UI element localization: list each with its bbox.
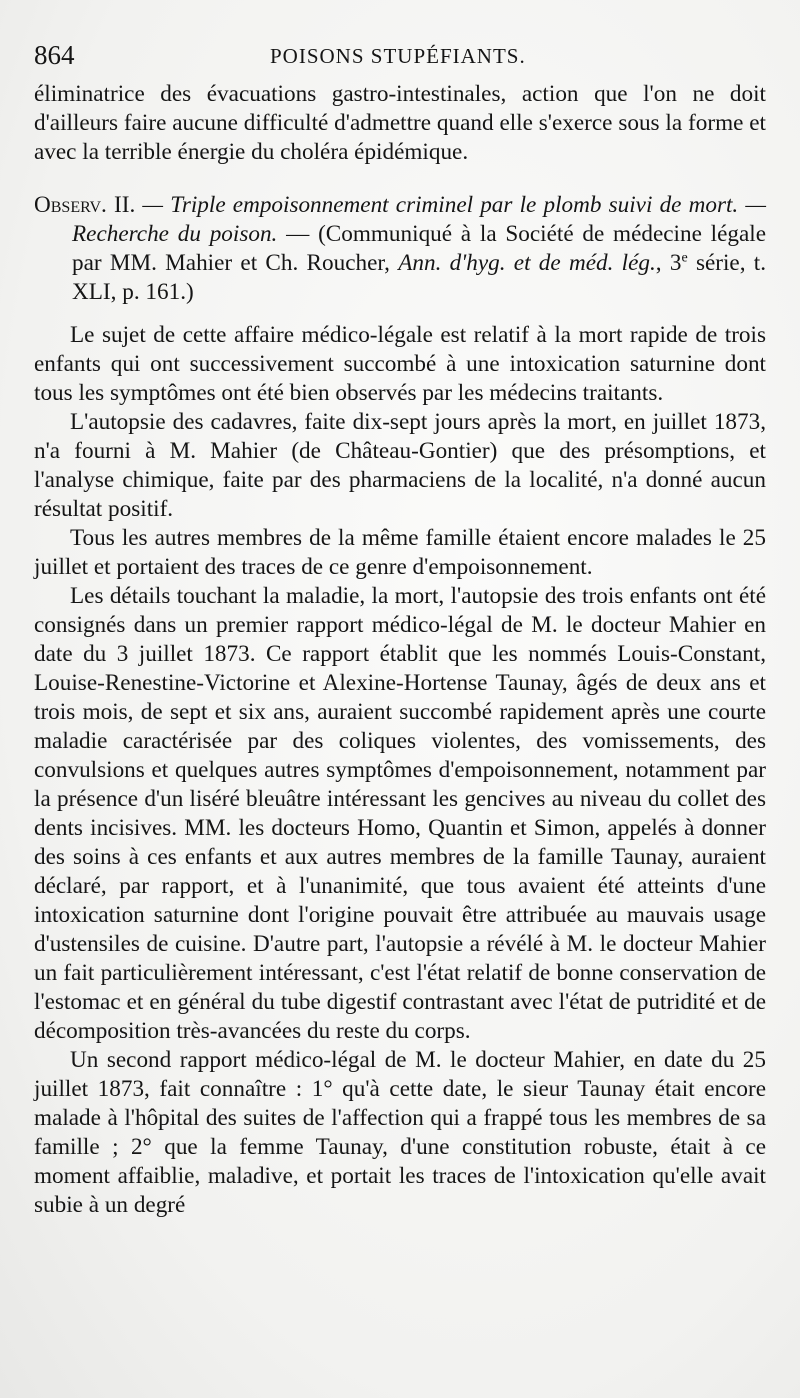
observation-title: — Triple empoisonnement criminel par le plomb suivi de mort. — Recherche du poison. xyxy=(72,192,767,247)
running-head: POISONS STUPÉFIANTS. xyxy=(270,44,526,68)
series-superscript: e xyxy=(681,250,688,266)
paragraph-subject: Le sujet de cette affaire médico-légale est relatif à la mort rapide de trois enfants qui ont successivement succombé à une intoxication saturnine dont tous les symptômes ont été bien observés par les médecins traitants. xyxy=(34,322,766,406)
paragraph-family: Tous les autres membres de la même famille étaient encore malades le 25 juillet et portaient des traces de ce genre d'empoisonnement. xyxy=(34,525,766,580)
series-number: , 3 xyxy=(655,250,682,276)
observation-heading xyxy=(34,191,766,307)
page-header xyxy=(34,40,770,76)
journal-title: Ann. d'hyg. et de méd. lég. xyxy=(398,250,656,276)
paragraph-continuation: éliminatrice des évacuations gastro-intestinales, action que l'on ne doit d'ailleurs faire aucune difficulté d'admettre quand elle s'exerce sous la forme et avec la terrible énergie du choléra épidémique. xyxy=(34,81,766,165)
paragraph-second-report: Un second rapport médico-légal de M. le docteur Mahier, en date du 25 juillet 1873, fait connaître : 1° qu'à cette date, le sieur Taunay était encore malade à l'hôpital des suites de l'affection qui a frappé tous les membres de sa famille ; 2° que la femme Taunay, d'une constitution robuste, était à ce moment affaiblie, maladive, et portait les traces de l'intoxication qu'elle avait subie à un degré xyxy=(34,1047,766,1218)
paragraph-autopsy: L'autopsie des cadavres, faite dix-sept jours après la mort, en juillet 1873, n'a fourni à M. Mahier (de Château-Gontier) que des présomptions, et l'analyse chimique, faite par des pharmaciens de la localité, n'a donné aucun résultat positif. xyxy=(34,409,766,522)
observation-source: — (Communiqué à la Société de médecine légale par MM. Mahier et Ch. Roucher, xyxy=(72,221,767,276)
page-body xyxy=(34,80,766,1220)
series-details: série, t. XLI, p. 161.) xyxy=(72,250,767,305)
page-number: 864 xyxy=(34,40,75,70)
observation-label: Observ. II. xyxy=(34,192,136,218)
paragraph-first-report: Les détails touchant la maladie, la mort, l'autopsie des trois enfants ont été consignés dans un premier rapport médico-légal de M. le docteur Mahier en date du 3 juillet 1873. Ce rapport établit que les nommés Louis-Constant, Louise-Renestine-Victorine et Alexine-Hortense Taunay, âgés de deux ans et trois mois, de sept et six ans, auraient succombé rapidement après une courte maladie caractérisée par des coliques violentes, des vomissements, des convulsions et quelques autres symptômes d'empoisonnement, notamment par la présence d'un liséré bleuâtre intéressant les gencives au niveau du collet des dents incisives. MM. les docteurs Homo, Quantin et Simon, appelés à donner des soins à ces enfants et aux autres membres de la famille Taunay, auraient déclaré, par rapport, et à l'unanimité, que tous avaient été atteints d'une intoxication saturnine dont l'origine pouvait être attribuée au mauvais usage d'ustensiles de cuisine. D'autre part, l'autopsie a révélé à M. le docteur Mahier un fait particulièrement intéressant, c'est l'état relatif de bonne conservation de l'estomac et en général du tube digestif contrastant avec l'état de putridité et de décomposition très-avancées du reste du corps. xyxy=(34,583,766,1044)
